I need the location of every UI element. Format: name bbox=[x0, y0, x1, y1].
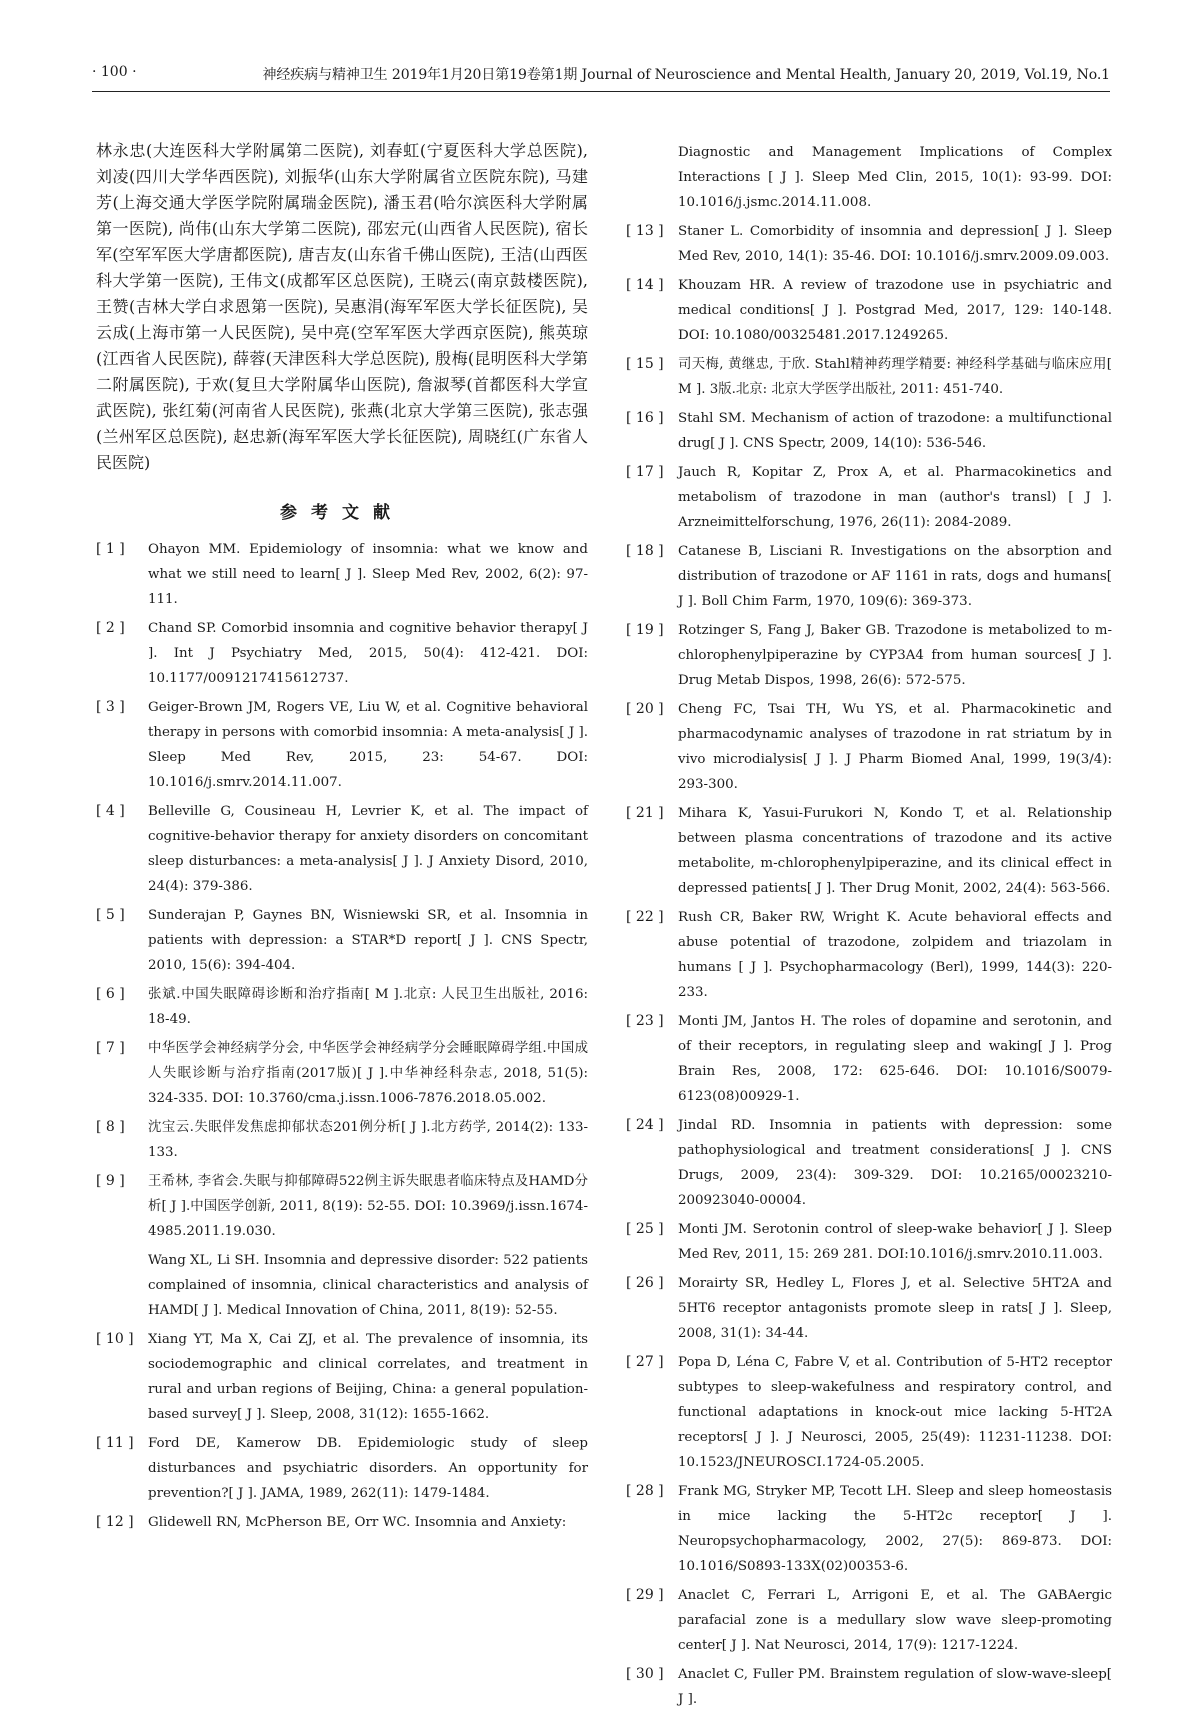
reference-entry bbox=[626, 460, 1112, 535]
reference-entry bbox=[96, 695, 588, 795]
reference-entry bbox=[626, 1350, 1112, 1475]
reference-entry bbox=[626, 1009, 1112, 1109]
reference-number: [ 10 ] bbox=[96, 1331, 134, 1347]
reference-text: Jauch R, Kopitar Z, Prox A, et al. Pharmacokinetics and metabolism of trazodone in man (author's transl) [ J ]. Arzneimittelforschung, 1976, 26(11): 2084-2089. bbox=[678, 465, 1112, 530]
reference-continuation: Diagnostic and Management Implications of Complex Interactions [ J ]. Sleep Med Clin, 2015, 10(1): 93-99. DOI: 10.1016/j.jsmc.2014.11.008. bbox=[678, 145, 1112, 210]
reference-entry bbox=[96, 982, 588, 1032]
reference-text: Rush CR, Baker RW, Wright K. Acute behavioral effects and abuse potential of trazodone, zolpidem and triazolam in humans [ J ]. Psychopharmacology (Berl), 1999, 144(3): 220-233. bbox=[678, 910, 1112, 1000]
reference-text: Chand SP. Comorbid insomnia and cognitive behavior therapy[ J ]. Int J Psychiatry Med, 2015, 50(4): 412-421. DOI: 10.1177/0091217415612737. bbox=[148, 621, 588, 686]
reference-text: Khouzam HR. A review of trazodone use in psychiatric and medical conditions[ J ]. Postgrad Med, 2017, 129: 140-148. DOI: 10.1080/00325481.2017.1249265. bbox=[678, 278, 1112, 343]
reference-entry bbox=[96, 1327, 588, 1427]
reference-entry bbox=[96, 1115, 588, 1165]
reference-number: [ 22 ] bbox=[626, 909, 664, 925]
reference-text: Sunderajan P, Gaynes BN, Wisniewski SR, et al. Insomnia in patients with depression: a STAR*D report[ J ]. CNS Spectr, 2010, 15(6): 394-404. bbox=[148, 908, 588, 973]
reference-entry bbox=[96, 799, 588, 899]
reference-text: 王希林, 李省会.失眠与抑郁障碍522例主诉失眠患者临床特点及HAMD分析[ J ].中国医学创新, 2011, 8(19): 52-55. DOI: 10.3969/j.issn.1674-4985.2011.19.030. bbox=[148, 1174, 588, 1239]
reference-text: Morairty SR, Hedley L, Flores J, et al. Selective 5HT2A and 5HT6 receptor antagonists promote sleep in rats[ J ]. Sleep, 2008, 31(1): 34-44. bbox=[678, 1276, 1112, 1341]
reference-number: [ 15 ] bbox=[626, 356, 664, 372]
reference-number: [ 24 ] bbox=[626, 1117, 664, 1133]
reference-entry bbox=[626, 406, 1112, 456]
reference-number: [ 19 ] bbox=[626, 622, 664, 638]
reference-entry bbox=[626, 352, 1112, 402]
reference-entry bbox=[96, 1169, 588, 1244]
reference-number: [ 13 ] bbox=[626, 223, 664, 239]
reference-entry bbox=[626, 1113, 1112, 1213]
reference-text: 沈宝云.失眠伴发焦虑抑郁状态201例分析[ J ].北方药学, 2014(2): 133-133. bbox=[148, 1120, 588, 1160]
reference-text: Ford DE, Kamerow DB. Epidemiologic study of sleep disturbances and psychiatric disorders. An opportunity for prevention?[ J ]. JAMA, 1989, 262(11): 1479-1484. bbox=[148, 1436, 588, 1501]
reference-number: [ 30 ] bbox=[626, 1666, 664, 1682]
left-column bbox=[96, 138, 588, 1539]
reference-entry bbox=[96, 537, 588, 612]
reference-number: [ 21 ] bbox=[626, 805, 664, 821]
reference-number: [ 16 ] bbox=[626, 410, 664, 426]
reference-number: [ 14 ] bbox=[626, 277, 664, 293]
reference-text: Cheng FC, Tsai TH, Wu YS, et al. Pharmacokinetic and pharmacodynamic analyses of trazodone in rat striatum by in vivo microdialysis[ J ]. J Pharm Biomed Anal, 1999, 19(3/4): 293-300. bbox=[678, 702, 1112, 792]
reference-number: [ 11 ] bbox=[96, 1435, 134, 1451]
reference-entry bbox=[96, 1036, 588, 1111]
reference-text: Mihara K, Yasui-Furukori N, Kondo T, et al. Relationship between plasma concentrations of trazodone and its active metabolite, m-chlorophenylpiperazine, and its clinical effect in depressed patients[ J ]. Ther Drug Monit, 2002, 24(4): 563-566. bbox=[678, 806, 1112, 896]
reference-number: [ 8 ] bbox=[96, 1119, 125, 1135]
reference-entry bbox=[626, 697, 1112, 797]
reference-text: Geiger-Brown JM, Rogers VE, Liu W, et al. Cognitive behavioral therapy in persons with comorbid insomnia: A meta-analysis[ J ]. Sleep Med Rev, 2015, 23: 54-67. DOI: 10.1016/j.smrv.2014.11.007. bbox=[148, 700, 588, 790]
page-number: · 100 · bbox=[92, 64, 137, 80]
reference-entry bbox=[96, 616, 588, 691]
reference-number: [ 9 ] bbox=[96, 1173, 125, 1189]
reference-entry bbox=[96, 1431, 588, 1506]
reference-number: [ 3 ] bbox=[96, 699, 125, 715]
reference-text: Anaclet C, Ferrari L, Arrigoni E, et al. The GABAergic parafacial zone is a medullary slow wave sleep-promoting center[ J ]. Nat Neurosci, 2014, 17(9): 1217-1224. bbox=[678, 1588, 1112, 1653]
reference-text: Belleville G, Cousineau H, Levrier K, et al. The impact of cognitive-behavior therapy for anxiety disorders on concomitant sleep disturbances: a meta-analysis[ J ]. J Anxiety Disord, 2010, 24(4): 379-386. bbox=[148, 804, 588, 894]
header-rule bbox=[92, 91, 1110, 92]
running-header bbox=[92, 64, 1110, 88]
reference-text: Frank MG, Stryker MP, Tecott LH. Sleep and sleep homeostasis in mice lacking the 5-HT2c receptor[ J ]. Neuropsychopharmacology, 2002, 27(5): 869-873. DOI: 10.1016/S0893-133X(02)00353-6. bbox=[678, 1484, 1112, 1574]
reference-entry bbox=[626, 1479, 1112, 1579]
reference-entry bbox=[626, 905, 1112, 1005]
reference-number: [ 28 ] bbox=[626, 1483, 664, 1499]
reference-entry bbox=[626, 273, 1112, 348]
reference-text: Monti JM, Jantos H. The roles of dopamine and serotonin, and of their receptors, in regulating sleep and waking[ J ]. Prog Brain Res, 2008, 172: 625-646. DOI: 10.1016/S0079-6123(08)00929-1. bbox=[678, 1014, 1112, 1104]
reference-text: Stahl SM. Mechanism of action of trazodone: a multifunctional drug[ J ]. CNS Spectr, 2009, 14(10): 536-546. bbox=[678, 411, 1112, 451]
reference-number: [ 29 ] bbox=[626, 1587, 664, 1603]
reference-text: Catanese B, Lisciani R. Investigations on the absorption and distribution of trazodone or AF 1161 in rats, dogs and humans[ J ]. Boll Chim Farm, 1970, 109(6): 369-373. bbox=[678, 544, 1112, 609]
reference-text: 张斌.中国失眠障碍诊断和治疗指南[ M ].北京: 人民卫生出版社, 2016: 18-49. bbox=[148, 987, 588, 1027]
reference-text: Monti JM. Serotonin control of sleep-wake behavior[ J ]. Sleep Med Rev, 2011, 15: 269 281. DOI:10.1016/j.smrv.2010.11.003. bbox=[678, 1222, 1112, 1262]
reference-text: Xiang YT, Ma X, Cai ZJ, et al. The prevalence of insomnia, its sociodemographic and clinical correlates, and treatment in rural and urban regions of Beijing, China: a general population-based survey[ J ]. Sleep, 2008, 31(12): 1655-1662. bbox=[148, 1332, 588, 1422]
reference-entry bbox=[626, 219, 1112, 269]
reference-entry bbox=[96, 1510, 588, 1535]
reference-entry bbox=[626, 539, 1112, 614]
reference-text: Staner L. Comorbidity of insomnia and depression[ J ]. Sleep Med Rev, 2010, 14(1): 35-46. DOI: 10.1016/j.smrv.2009.09.003. bbox=[678, 224, 1112, 264]
reference-text: Anaclet C, Fuller PM. Brainstem regulation of slow-wave-sleep[ J ]. bbox=[678, 1667, 1112, 1707]
reference-text: 司天梅, 黄继忠, 于欣. Stahl精神药理学精要: 神经科学基础与临床应用[ M ]. 3版.北京: 北京大学医学出版社, 2011: 451-740. bbox=[678, 357, 1112, 397]
references-heading: 参考文献 bbox=[280, 503, 404, 523]
reference-entry bbox=[626, 1583, 1112, 1658]
reference-continuation: Wang XL, Li SH. Insomnia and depressive disorder: 522 patients complained of insomnia, clinical characteristics and analysis of HAMD[ J ]. Medical Innovation of China, 2011, 8(19): 52-55. bbox=[148, 1253, 588, 1318]
reference-text: Glidewell RN, McPherson BE, Orr WC. Insomnia and Anxiety: bbox=[148, 1515, 567, 1530]
reference-text: Jindal RD. Insomnia in patients with depression: some pathophysiological and treatment considerations[ J ]. CNS Drugs, 2009, 23(4): 309-329. DOI: 10.2165/00023210-200923040-00004. bbox=[678, 1118, 1112, 1208]
references-list-left bbox=[96, 537, 588, 1535]
reference-text: 中华医学会神经病学分会, 中华医学会神经病学分会睡眠障碍学组.中国成人失眠诊断与治疗指南(2017版)[ J ].中华神经科杂志, 2018, 51(5): 324-335. DOI: 10.3760/cma.j.issn.1006-7876.2018.05.002. bbox=[148, 1041, 588, 1106]
contributors-paragraph: 林永忠(大连医科大学附属第二医院), 刘春虹(宁夏医科大学总医院), 刘凌(四川大学华西医院), 刘振华(山东大学附属省立医院东院), 马建芳(上海交通大学医学院附属瑞金医院), 潘玉君(哈尔滨医科大学附属第一医院), 尚伟(山东大学第二医院), 邵宏元(山西省人民医院), 宿长军(空军军医大学唐都医院), 唐吉友(山东省千佛山医院), 王洁(山西医科大学第一医院), 王伟文(成都军区总医院), 王晓云(南京鼓楼医院), 王赞(吉林大学白求恩第一医院), 吴惠涓(海军军医大学长征医院), 吴云成(上海市第一人民医院), 吴中亮(空军军医大学西京医院), 熊英琼(江西省人民医院), 薛蓉(天津医科大学总医院), 殷梅(昆明医科大学第二附属医院), 于欢(复旦大学附属华山医院), 詹淑琴(首都医科大学宣武医院), 张红菊(河南省人民医院), 张燕(北京大学第三医院), 张志强(兰州军区总医院), 赵忠新(海军军医大学长征医院), 周晓红(广东省人民医院) bbox=[96, 141, 588, 472]
reference-text: Rotzinger S, Fang J, Baker GB. Trazodone is metabolized to m-chlorophenylpiperazine by CYP3A4 from human sources[ J ]. Drug Metab Dispos, 1998, 26(6): 572-575. bbox=[678, 623, 1112, 688]
reference-number: [ 18 ] bbox=[626, 543, 664, 559]
reference-entry bbox=[96, 903, 588, 978]
reference-number: [ 25 ] bbox=[626, 1221, 664, 1237]
reference-entry bbox=[626, 1271, 1112, 1346]
reference-entry bbox=[626, 1217, 1112, 1267]
reference-number: [ 6 ] bbox=[96, 986, 125, 1002]
reference-entry bbox=[626, 618, 1112, 693]
reference-number: [ 26 ] bbox=[626, 1275, 664, 1291]
reference-number: [ 7 ] bbox=[96, 1040, 125, 1056]
reference-number: [ 17 ] bbox=[626, 464, 664, 480]
reference-number: [ 20 ] bbox=[626, 701, 664, 717]
references-list-right bbox=[626, 140, 1112, 1712]
reference-number: [ 12 ] bbox=[96, 1514, 134, 1530]
reference-entry bbox=[626, 801, 1112, 901]
reference-text: Popa D, Léna C, Fabre V, et al. Contribution of 5-HT2 receptor subtypes to sleep-wakefulness and respiratory control, and functional adaptations in knock-out mice lacking 5-HT2A receptors[ J ]. J Neurosci, 2005, 25(49): 11231-11238. DOI: 10.1523/JNEUROSCI.1724-05.2005. bbox=[678, 1355, 1112, 1470]
reference-number: [ 1 ] bbox=[96, 541, 125, 557]
reference-number: [ 23 ] bbox=[626, 1013, 664, 1029]
reference-number: [ 4 ] bbox=[96, 803, 125, 819]
reference-text: Ohayon MM. Epidemiology of insomnia: what we know and what we still need to learn[ J ]. Sleep Med Rev, 2002, 6(2): 97-111. bbox=[148, 542, 588, 607]
reference-entry bbox=[626, 1662, 1112, 1712]
journal-citation: 神经疾病与精神卫生 2019年1月20日第19卷第1期 Journal of Neuroscience and Mental Health, January 20, 2019, Vol.19, No.1 bbox=[262, 67, 1110, 83]
right-column bbox=[626, 140, 1112, 1716]
reference-number: [ 27 ] bbox=[626, 1354, 664, 1370]
reference-number: [ 2 ] bbox=[96, 620, 125, 636]
reference-number: [ 5 ] bbox=[96, 907, 125, 923]
